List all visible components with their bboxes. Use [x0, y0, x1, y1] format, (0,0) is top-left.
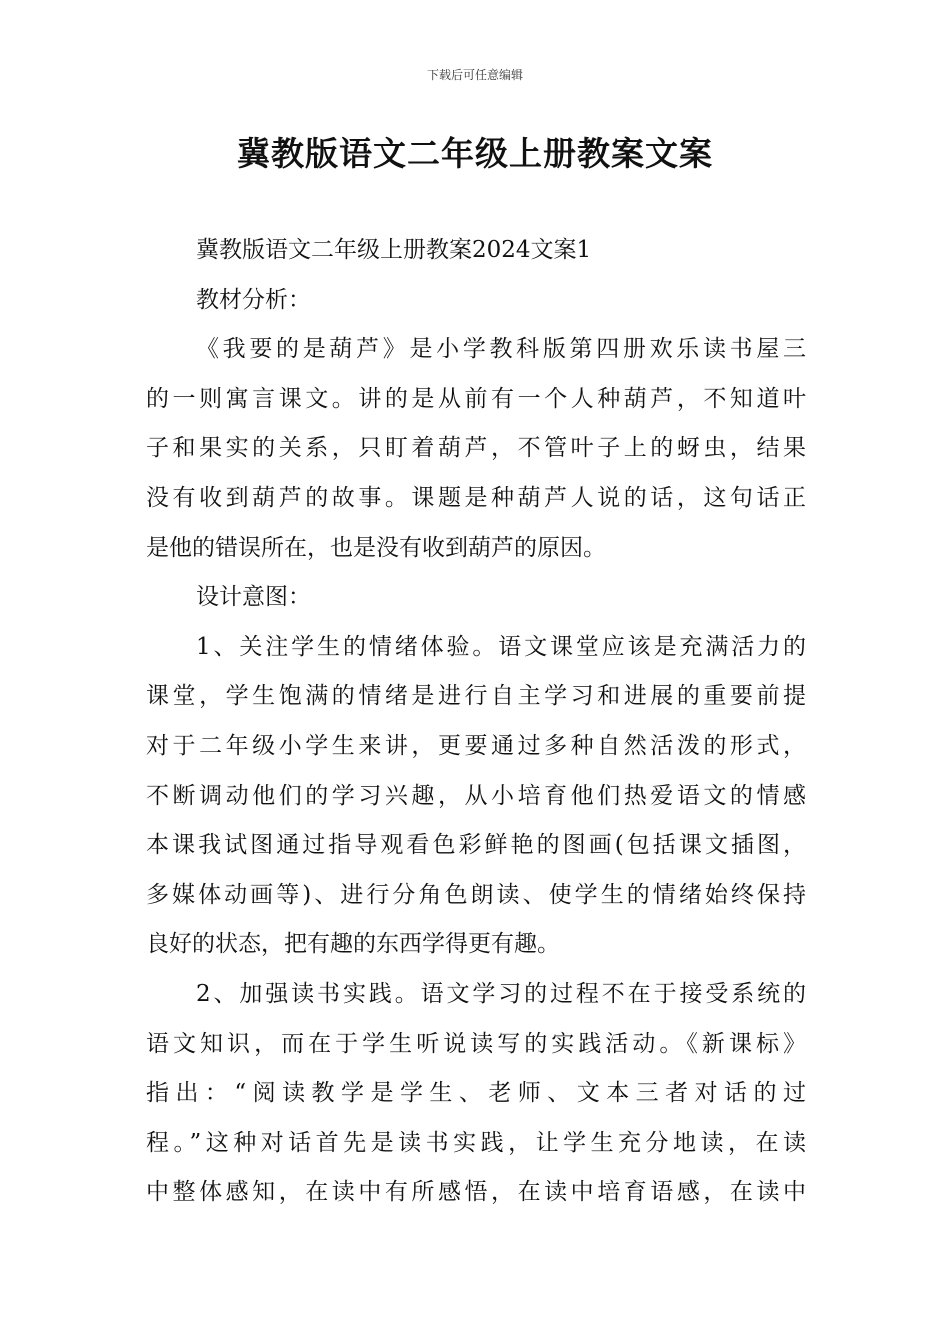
text-line: 1、关注学生的情绪体验。语文课堂应该是充满活力的	[196, 633, 806, 660]
document-title: 冀教版语文二年级上册教案文案	[237, 134, 713, 173]
text-line: 教材分析：	[196, 286, 311, 313]
text-line: 设计意图：	[196, 584, 311, 611]
text-line: 良好的状态，把有趣的东西学得更有趣。	[146, 931, 560, 958]
text-line: 多媒体动画等)、进行分角色朗读、使学生的情绪始终保持	[146, 881, 806, 908]
text-line: 子和果实的关系，只盯着葫芦，不管叶子上的蚜虫，结果	[146, 435, 806, 462]
text-line: 《我要的是葫芦》是小学教科版第四册欢乐读书屋三	[196, 336, 806, 363]
text-line: 2、加强读书实践。语文学习的过程不在于接受系统的	[196, 980, 806, 1007]
text-line: 对于二年级小学生来讲，更要通过多种自然活泼的形式，	[146, 732, 806, 759]
text-line: 的一则寓言课文。讲的是从前有一个人种葫芦，不知道叶	[146, 385, 806, 412]
text-line: 本课我试图通过指导观看色彩鲜艳的图画(包括课文插图，	[146, 832, 806, 859]
header-note: 下载后可任意编辑	[426, 68, 523, 82]
text-line: 指出：“阅读教学是学生、老师、文本三者对话的过	[146, 1080, 806, 1107]
text-line: 程。”这种对话首先是读书实践，让学生充分地读，在读	[146, 1129, 806, 1156]
text-line: 语文知识，而在于学生听说读写的实践活动。《新课标》	[146, 1030, 806, 1057]
text-line: 没有收到葫芦的故事。课题是种葫芦人说的话，这句话正	[146, 484, 806, 511]
text-line: 是他的错误所在，也是没有收到葫芦的原因。	[146, 534, 606, 561]
text-line: 中整体感知，在读中有所感悟，在读中培育语感，在读中	[146, 1179, 806, 1206]
document-body	[146, 226, 806, 1218]
text-line: 不断调动他们的学习兴趣，从小培育他们热爱语文的情感	[146, 782, 806, 809]
text-line: 冀教版语文二年级上册教案2024文案1	[196, 237, 592, 263]
text-line: 课堂，学生饱满的情绪是进行自主学习和进展的重要前提	[146, 683, 806, 710]
